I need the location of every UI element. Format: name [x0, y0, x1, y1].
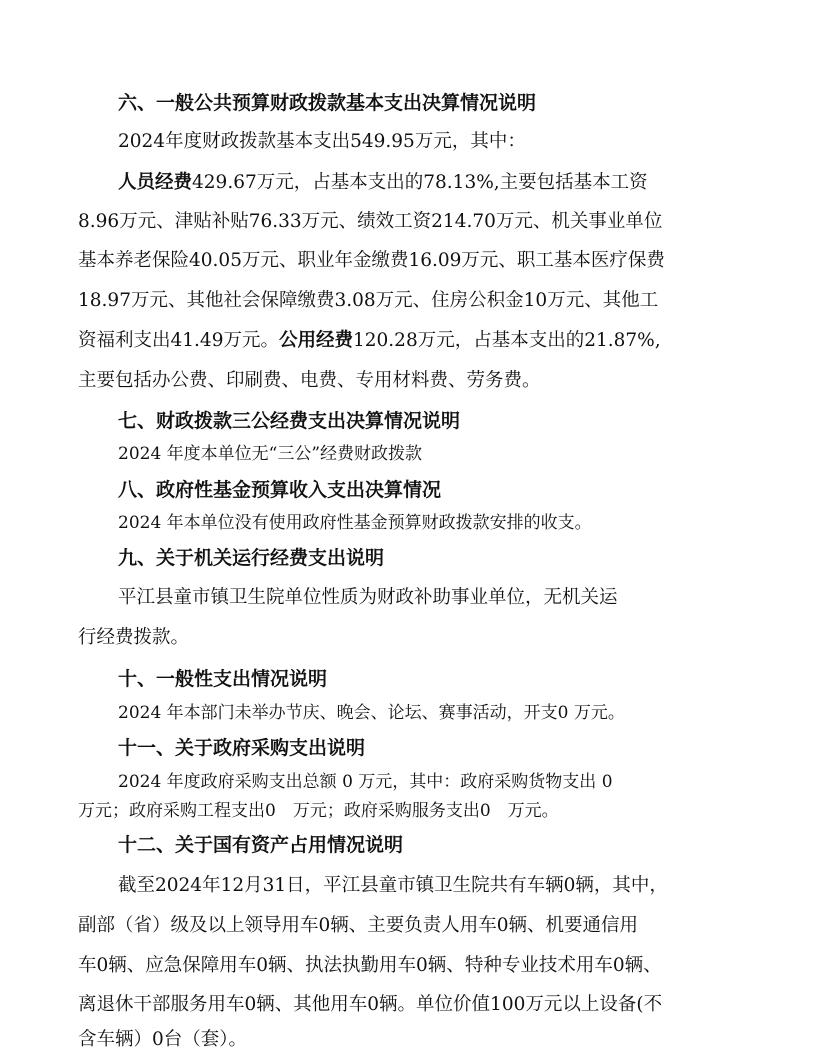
section-6-intro: 2024年度财政拨款基本支出549.95万元，其中： — [118, 131, 526, 152]
section-6-line-3: 基本养老保险40.05万元、职业年金缴费16.09万元、职工基本医疗保费 — [78, 250, 665, 271]
section-7-text: 2024 年度本单位无“三公”经费财政拨款 — [118, 444, 423, 464]
section-11-line-2: 万元；政府采购工程支出0 万元；政府采购服务支出0 万元。 — [78, 801, 559, 821]
section-11-line-1: 2024 年度政府采购支出总额 0 万元，其中：政府采购货物支出 0 — [118, 772, 613, 792]
section-6-line-1 — [118, 168, 648, 194]
section-12-heading: 十二、关于国有资产占用情况说明 — [118, 834, 404, 856]
personnel-expense-text: 429.67万元，占基本支出的78.13%,主要包括基本工资 — [192, 172, 648, 193]
section-10-heading: 十、一般性支出情况说明 — [118, 668, 328, 690]
section-6-line-6: 主要包括办公费、印刷费、电费、专用材料费、劳务费。 — [78, 370, 541, 391]
public-expense-text: 120.28万元，占基本支出的21.87%, — [352, 330, 661, 351]
section-9-line-1: 平江县童市镇卫生院单位性质为财政补助事业单位，无机关运 — [118, 587, 618, 608]
section-9-heading: 九、关于机关运行经费支出说明 — [118, 547, 385, 569]
section-12-line-4: 离退休干部服务用车0辆、其他用车0辆。单位价值100万元以上设备(不 — [78, 994, 663, 1015]
section-12-line-3: 车0辆、应急保障用车0辆、执法执勤用车0辆、特种专业技术用车0辆、 — [78, 955, 662, 976]
section-11-heading: 十一、关于政府采购支出说明 — [118, 737, 366, 759]
section-12-line-5: 含车辆）0台（套）。 — [78, 1029, 248, 1050]
personnel-expense-label: 人员经费 — [118, 172, 193, 193]
section-8-text: 2024 年本单位没有使用政府性基金预算财政拨款安排的收支。 — [118, 513, 592, 533]
section-6-line-4: 18.97万元、其他社会保障缴费3.08万元、住房公积金10万元、其他工 — [78, 290, 659, 311]
section-6-line-2: 8.96万元、津贴补贴76.33万元、绩效工资214.70万元、机关事业单位 — [78, 211, 663, 232]
section-6-heading: 六、一般公共预算财政拨款基本支出决算情况说明 — [118, 92, 537, 114]
section-9-line-2: 行经费拨款。 — [78, 627, 190, 648]
public-expense-label: 公用经费 — [278, 330, 353, 351]
section-8-heading: 八、政府性基金预算收入支出决算情况 — [118, 479, 442, 501]
section-10-text: 2024 年本部门未举办节庆、晚会、论坛、赛事活动，开支0 万元。 — [118, 703, 625, 723]
section-6-line-5 — [78, 326, 661, 352]
section-7-heading: 七、财政拨款三公经费支出决算情况说明 — [118, 410, 461, 432]
section-12-line-2: 副部（省）级及以上领导用车0辆、主要负责人用车0辆、机要通信用 — [78, 915, 639, 936]
section-12-line-1: 截至2024年12月31日，平江县童市镇卫生院共有车辆0辆，其中， — [118, 875, 668, 896]
welfare-text: 资福利支出41.49万元。 — [78, 330, 279, 351]
